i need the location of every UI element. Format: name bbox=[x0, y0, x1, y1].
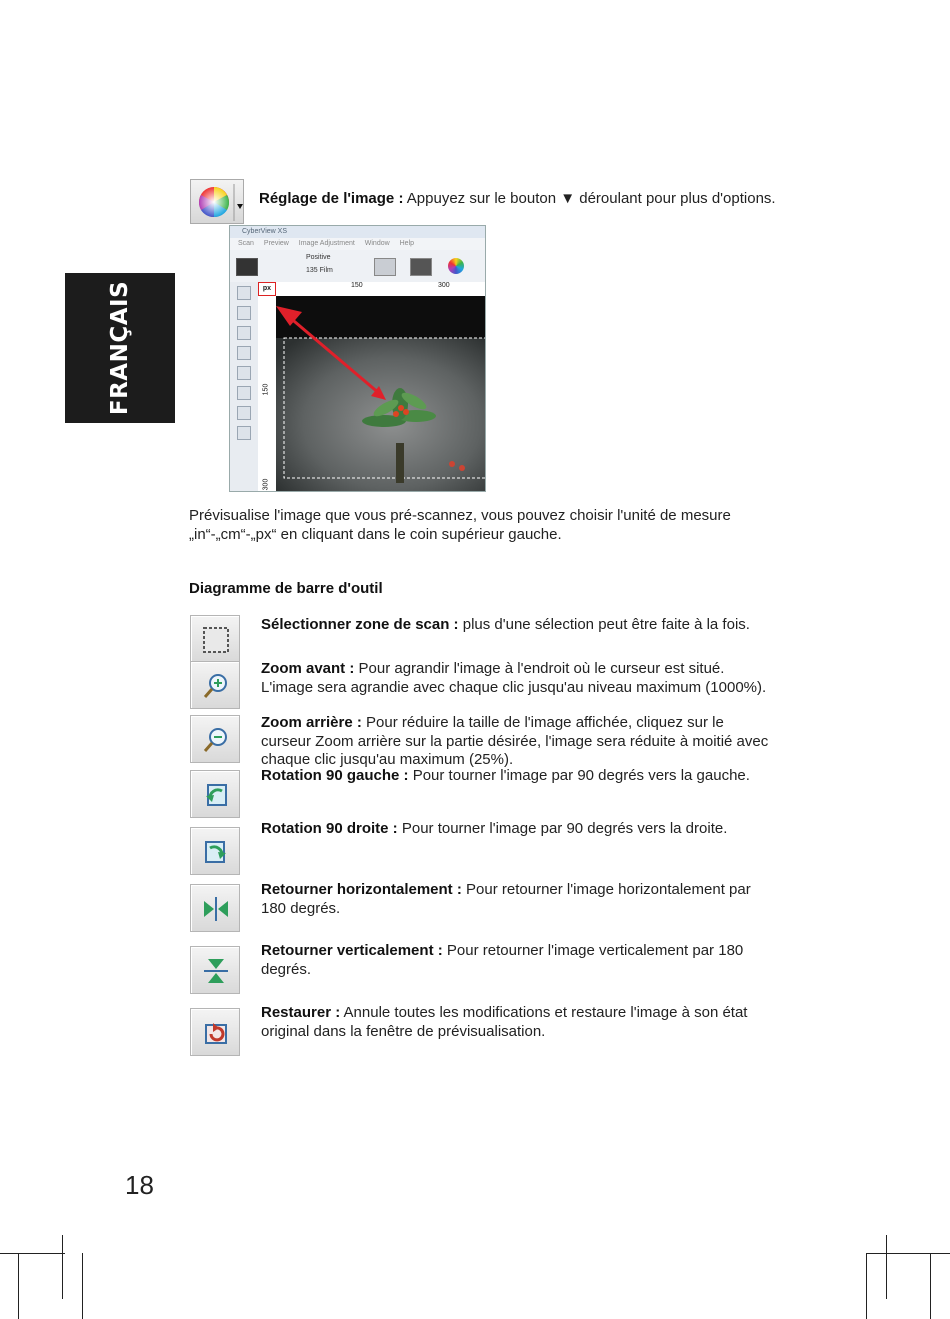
color-wheel-icon bbox=[191, 180, 245, 225]
select-area-icon bbox=[202, 626, 230, 654]
image-adjust-term: Réglage de l'image : bbox=[259, 190, 404, 207]
tool-desc-line: original dans la fenêtre de prévisualisation. bbox=[261, 1022, 546, 1040]
tool-desc-line: chaque clic jusqu'au maximum (25%). bbox=[261, 751, 514, 768]
restore-button[interactable] bbox=[190, 1008, 240, 1056]
flip-vertical-button[interactable] bbox=[190, 946, 240, 994]
software-screenshot bbox=[229, 225, 486, 492]
crop-mark bbox=[886, 1235, 887, 1299]
tool-desc-line: Pour agrandir l'image à l'endroit où le curseur est situé. bbox=[358, 660, 725, 677]
tool-desc-line: Pour retourner l'image horizontalement par bbox=[466, 881, 751, 898]
ruler-left-150: 150 bbox=[262, 383, 270, 396]
tool-term: Retourner horizontalement : bbox=[261, 881, 462, 898]
image-adjust-button[interactable] bbox=[190, 179, 244, 224]
tool-desc-line: degrés. bbox=[261, 960, 312, 978]
tool-desc-select bbox=[261, 616, 750, 635]
preview-line-2: „in“-„cm“-„px“ en cliquant dans le coin supérieur gauche. bbox=[189, 525, 562, 543]
preview-paragraph bbox=[189, 507, 731, 544]
menu-window[interactable]: Window bbox=[364, 240, 390, 247]
toolbar-heading: Diagramme de barre d'outil bbox=[189, 580, 383, 597]
tool-desc-line: Pour réduire la taille de l'image affichée, cliquez sur le bbox=[366, 714, 724, 731]
tool-desc-line: Pour tourner l'image par 90 degrés vers la droite. bbox=[401, 820, 728, 837]
ruler-top-300: 300 bbox=[438, 282, 450, 289]
tool-desc-line: Annule toutes les modifications et restaure l'image à son état bbox=[343, 1004, 748, 1021]
tool-term: Restaurer : bbox=[261, 1004, 341, 1021]
tool-term: Zoom avant : bbox=[261, 660, 355, 677]
zoom-out-icon bbox=[202, 726, 230, 754]
tool-term: Rotation 90 gauche : bbox=[261, 767, 409, 784]
menu-scan[interactable]: Scan bbox=[238, 240, 254, 247]
tool-desc-rotate-left bbox=[261, 767, 750, 786]
flip-vertical-icon bbox=[202, 957, 230, 985]
rotate-left-icon bbox=[202, 781, 230, 809]
crop-mark bbox=[866, 1253, 867, 1319]
rotate-right-icon bbox=[202, 838, 230, 866]
rotate-left-button[interactable] bbox=[190, 770, 240, 818]
zoom-out-button[interactable] bbox=[190, 715, 240, 763]
tool-desc-zoom-out bbox=[261, 714, 768, 770]
page-number: 18 bbox=[125, 1170, 154, 1200]
tool-desc-line: plus d'une sélection peut être faite à la fois. bbox=[462, 616, 750, 633]
image-adjust-desc: Appuyez sur le bouton ▼ déroulant pour plus d'options. bbox=[406, 190, 776, 207]
menu-preview[interactable]: Preview bbox=[263, 240, 289, 247]
menu-help[interactable]: Help bbox=[399, 240, 415, 247]
ruler-left-300: 300 bbox=[262, 478, 270, 491]
tool-desc-rotate-right bbox=[261, 820, 727, 839]
crop-mark bbox=[930, 1253, 931, 1319]
tool-term: Zoom arrière : bbox=[261, 714, 362, 731]
preview-line-1: Prévisualise l'image que vous pré-scannez, vous pouvez choisir l'unité de mesure bbox=[189, 507, 731, 524]
menu-image-adjustment[interactable]: Image Adjustment bbox=[298, 240, 355, 247]
rotate-right-button[interactable] bbox=[190, 827, 240, 875]
tool-desc-restore bbox=[261, 1004, 747, 1041]
flip-horizontal-button[interactable] bbox=[190, 884, 240, 932]
tool-desc-line: Pour tourner l'image par 90 degrés vers la gauche. bbox=[412, 767, 750, 784]
crop-mark bbox=[866, 1253, 950, 1254]
zoom-in-button[interactable] bbox=[190, 661, 240, 709]
unit-label: px bbox=[262, 285, 272, 292]
tool-term: Retourner verticalement : bbox=[261, 942, 443, 959]
film-label: 135 Film bbox=[306, 267, 333, 274]
flip-horizontal-icon bbox=[202, 895, 230, 923]
tool-desc-flip-horizontal bbox=[261, 881, 751, 918]
zoom-in-icon bbox=[202, 672, 230, 700]
tool-desc-zoom-in bbox=[261, 660, 766, 697]
select-area-button[interactable] bbox=[190, 615, 240, 663]
tool-desc-line: L'image sera agrandie avec chaque clic jusqu'au niveau maximum (1000%). bbox=[261, 678, 767, 696]
crop-mark bbox=[0, 1253, 65, 1254]
crop-mark bbox=[82, 1253, 83, 1319]
crop-mark bbox=[18, 1253, 19, 1319]
tool-desc-flip-vertical bbox=[261, 942, 743, 979]
window-title: CyberView XS bbox=[230, 226, 485, 238]
restore-icon bbox=[202, 1019, 230, 1047]
language-tab bbox=[65, 273, 175, 423]
crop-mark bbox=[62, 1235, 63, 1299]
image-adjust-text bbox=[259, 190, 776, 209]
tool-term: Rotation 90 droite : bbox=[261, 820, 398, 837]
tool-desc-line: curseur Zoom arrière sur la partie désirée, l'image sera réduite à moitié avec bbox=[261, 732, 769, 750]
pointer-arrow bbox=[230, 226, 486, 492]
dropdown-arrow-icon bbox=[237, 204, 243, 209]
mode-label: Positive bbox=[306, 254, 331, 261]
ruler-top-150: 150 bbox=[351, 282, 363, 289]
tool-term: Sélectionner zone de scan : bbox=[261, 616, 459, 633]
language-label: FRANÇAIS bbox=[107, 280, 133, 416]
tool-desc-line: 180 degrés. bbox=[261, 899, 341, 917]
tool-desc-line: Pour retourner l'image verticalement par 180 bbox=[446, 942, 744, 959]
